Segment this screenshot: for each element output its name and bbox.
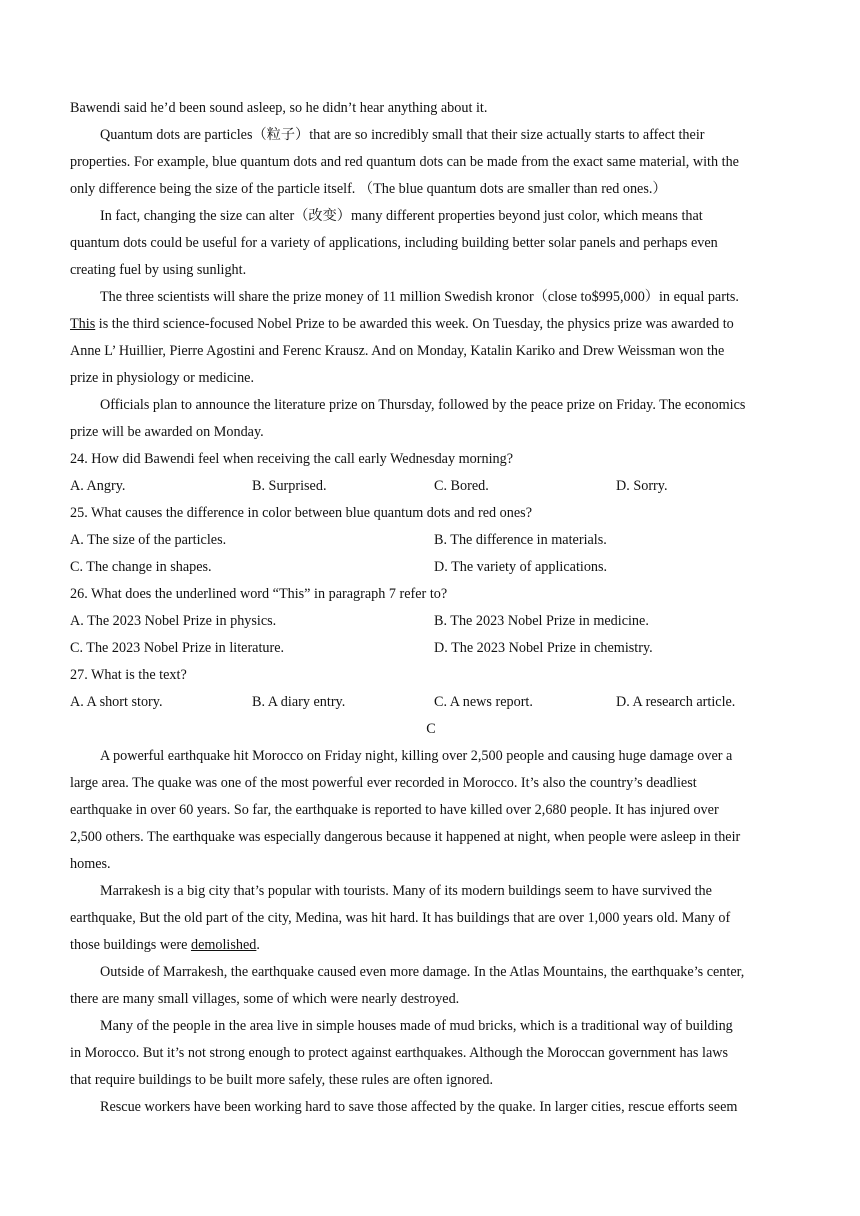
option-b: B. Surprised. xyxy=(252,478,327,494)
document-page xyxy=(70,95,792,1121)
section-heading: C xyxy=(426,721,436,737)
option-a: A. The size of the particles. xyxy=(70,532,227,548)
paragraph-line: Bawendi said he’d been sound asleep, so he didn’t hear anything about it. xyxy=(70,100,488,116)
paragraph-line: in Morocco. But it’s not strong enough to protect against earthquakes. Although the Moroccan government has laws xyxy=(70,1045,729,1061)
paragraph-line: large area. The quake was one of the most powerful ever recorded in Morocco. It’s also the country’s deadliest xyxy=(70,775,697,791)
paragraph-line: homes. xyxy=(70,856,111,872)
option-c: C. Bored. xyxy=(434,478,489,494)
paragraph-line: creating fuel by using sunlight. xyxy=(70,262,247,278)
paragraph-line: properties. For example, blue quantum dots and red quantum dots can be made from the exact same material, with the xyxy=(70,154,739,170)
question-stem: 25. What causes the difference in color between blue quantum dots and red ones? xyxy=(70,505,532,521)
question-options xyxy=(70,635,792,662)
question-options xyxy=(70,689,792,716)
paragraph-line: In fact, changing the size can alter（改变）many different properties beyond just color, which means that xyxy=(100,208,703,224)
question-stem: 26. What does the underlined word “This” in paragraph 7 refer to? xyxy=(70,586,448,602)
line-text: . xyxy=(256,937,260,953)
question-options xyxy=(70,608,792,635)
paragraph-line: Officials plan to announce the literature prize on Thursday, followed by the peace prize on Friday. The economics xyxy=(100,397,746,413)
option-c: C. The 2023 Nobel Prize in literature. xyxy=(70,640,285,656)
question-options xyxy=(70,554,792,581)
paragraph-line: quantum dots could be useful for a variety of applications, including building better solar panels and perhaps even xyxy=(70,235,718,251)
question-options xyxy=(70,527,792,554)
paragraph-line: prize will be awarded on Monday. xyxy=(70,424,264,440)
underlined-word-this: This xyxy=(70,316,96,332)
option-c: C. A news report. xyxy=(434,694,533,710)
paragraph-line: Outside of Marrakesh, the earthquake caused even more damage. In the Atlas Mountains, the earthquake’s center, xyxy=(100,964,745,980)
paragraph-line: prize in physiology or medicine. xyxy=(70,370,255,386)
option-a: A. Angry. xyxy=(70,478,126,494)
option-c: C. The change in shapes. xyxy=(70,559,212,575)
paragraph-line: there are many small villages, some of which were nearly destroyed. xyxy=(70,991,460,1007)
paragraph-line: that require buildings to be built more safely, these rules are often ignored. xyxy=(70,1072,493,1088)
option-d: D. A research article. xyxy=(616,694,736,710)
paragraph-line xyxy=(70,932,792,959)
line-text: those buildings were xyxy=(70,937,191,953)
option-d: D. The variety of applications. xyxy=(434,559,608,575)
option-b: B. A diary entry. xyxy=(252,694,346,710)
paragraph-line: earthquake in over 60 years. So far, the earthquake is reported to have killed over 2,680 people. It has injured over xyxy=(70,802,719,818)
paragraph-line: 2,500 others. The earthquake was especially dangerous because it happened at night, when people were asleep in their xyxy=(70,829,741,845)
paragraph-line: earthquake, But the old part of the city, Medina, was hit hard. It has buildings that are over 1,000 years old. Many of xyxy=(70,910,731,926)
paragraph-line: The three scientists will share the prize money of 11 million Swedish kronor（close to$995,000）in equal parts. xyxy=(100,289,739,305)
paragraph-line: Many of the people in the area live in simple houses made of mud bricks, which is a traditional way of building xyxy=(100,1018,733,1034)
line-text: is the third science-focused Nobel Prize to be awarded this week. On Tuesday, the physics prize was awarded to xyxy=(95,316,734,332)
option-a: A. A short story. xyxy=(70,694,163,710)
paragraph-line: A powerful earthquake hit Morocco on Friday night, killing over 2,500 people and causing huge damage over a xyxy=(100,748,733,764)
question-stem: 24. How did Bawendi feel when receiving the call early Wednesday morning? xyxy=(70,451,513,467)
question-stem: 27. What is the text? xyxy=(70,667,187,683)
paragraph-line xyxy=(70,311,792,338)
option-b: B. The difference in materials. xyxy=(434,532,607,548)
option-a: A. The 2023 Nobel Prize in physics. xyxy=(70,613,277,629)
paragraph-line: only difference being the size of the particle itself. （The blue quantum dots are smaller than red ones.） xyxy=(70,181,667,197)
paragraph-line: Anne L’ Huillier, Pierre Agostini and Ferenc Krausz. And on Monday, Katalin Kariko and Drew Weissman won the xyxy=(70,343,725,359)
paragraph-line: Quantum dots are particles（粒子）that are so incredibly small that their size actually starts to affect their xyxy=(100,127,705,143)
underlined-word-demolished: demolished xyxy=(190,937,257,953)
option-d: D. The 2023 Nobel Prize in chemistry. xyxy=(434,640,653,656)
paragraph-line: Marrakesh is a big city that’s popular with tourists. Many of its modern buildings seem to have survived the xyxy=(100,883,712,899)
option-d: D. Sorry. xyxy=(616,478,668,494)
option-b: B. The 2023 Nobel Prize in medicine. xyxy=(434,613,649,629)
paragraph-line: Rescue workers have been working hard to save those affected by the quake. In larger cities, rescue efforts seem xyxy=(100,1099,738,1115)
question-options xyxy=(70,473,792,500)
